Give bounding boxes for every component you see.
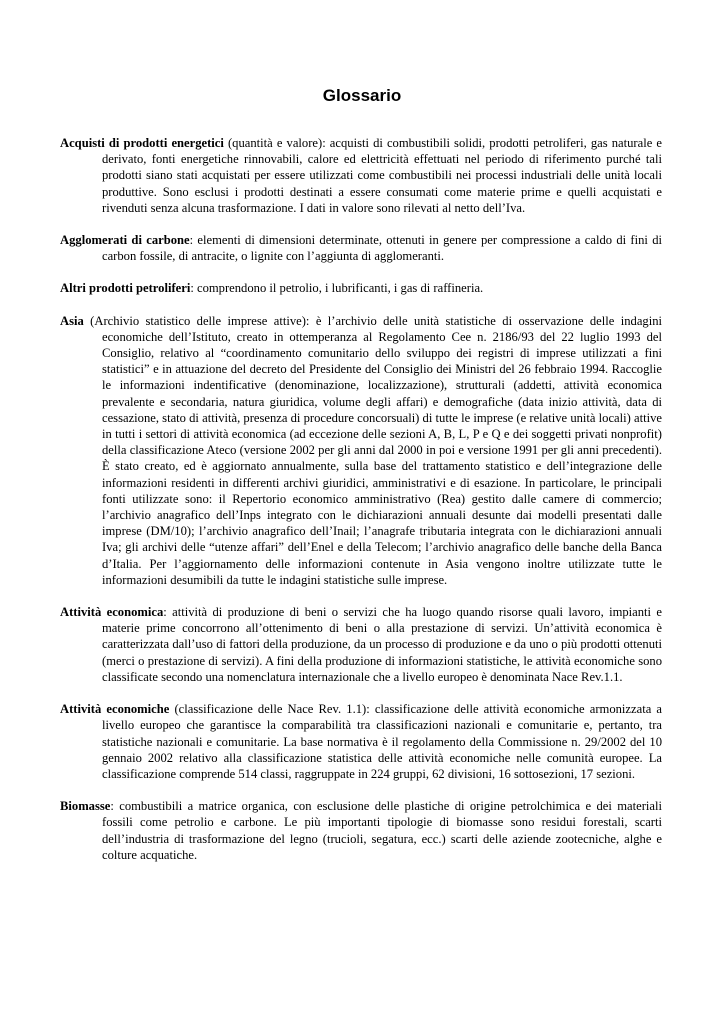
glossary-entry-acquisti (60, 135, 662, 216)
glossary-term: Attività economiche (60, 702, 170, 717)
glossary-definition: : combustibili a matrice organica, con esclusione delle plastiche di origine petrolchimica e dei materiali fossili come petrolio e carbone. Le più importanti tipologie di biomasse sono residui forestali, scarti dell’industria di trasformazione del legno (trucioli, segatura, ecc.) scarti delle aziende zootecniche, alghe e colture acquatiche. (102, 799, 662, 862)
glossary-definition: : elementi di dimensioni determinate, ottenuti in genere per compressione a caldo di fini di carbon fossile, di antracite, o lignite con l’aggiunta di agglomeranti. (102, 233, 662, 264)
glossary-definition: (quantità e valore): acquisti di combustibili solidi, prodotti petroliferi, gas naturale e derivato, fonti energetiche rinnovabili, calore ed elettricità effettuati nel periodo di riferimento purché tali prodotti siano stati acquistati per essere utilizzati come combustibili nei processi industriali delle unità locali produttive. Sono esclusi i prodotti destinati a essere consumati come materie prime e quelli acquistati e rivenduti senza alcuna trasformazione. I dati in valore sono rilevati al netto dell’Iva. (102, 136, 662, 215)
glossary-definition: : attività di produzione di beni o servizi che ha luogo quando risorse quali lavoro, impianti e materie prime concorrono all’ottenimento di beni o alla prestazione di servizi. Un’attività economica è caratterizzata dall’uso di fattori della produzione, da un processo di produzione e da uno o più prodotti ottenuti (merci o prestazione di servizi). A fini della produzione di informazioni statistiche, le attività economiche sono classificate secondo una nomenclatura internazionale che a livello europeo è denominata Nace Rev.1.1. (102, 605, 662, 684)
glossary-list (60, 135, 662, 879)
glossary-definition: (Archivio statistico delle imprese attive): è l’archivio delle unità statistiche di osservazione delle indagini economiche dell’Istituto, creato in ottemperanza al Regolamento Cee n. 2186/93 del 22 luglio 1993 del Consiglio, relativo al “coordinamento comunitario dello sviluppo dei registri di imprese utilizzati a fini statistici” e in attuazione del decreto del Presidente del Consiglio dei Ministri del 26 febbraio 1994. Raccoglie le informazioni indentificative (denominazione, localizzazione), strutturali (addetti, attività economica prevalente e secondaria, natura giuridica, volume degli affari) e demografiche (data inizio attività, data di cessazione, stato di attività, presenza di procedure concorsuali) di tutte le imprese (e relative unità locali) attive in tutti i settori di attività economica (ad eccezione delle sezioni A, B, L, P e Q e dei soggetti privati nonprofit) della classificazione Ateco (versione 2002 per gli anni dal 2000 in poi e versione 1991 per gli anni precedenti). È stato creato, ed è aggiornato annualmente, sulla base del trattamento statistico e dell’integrazione delle informazioni residenti in differenti archivi giuridici, amministrativi e di esazione. In particolare, le principali fonti utilizzate sono: il Repertorio economico amministrativo (Rea) gestito dalle camere di commercio; l’archivio anagrafico dell’Inps integrato con le dichiarazioni annuali desunte dai modelli presentati dalle imprese (DM/10); l’archivio anagrafico dell’Inail; l’anagrafe tributaria integrata con le dichiarazioni annuali Iva; gli archivi delle “utenze affari” dell’Enel e della Telecom; l’archivio anagrafico delle banche della Banca d’Italia. Per l’aggiornamento delle informazioni contenute in Asia vengono inoltre utilizzate tutte le informazioni desumibili da tutte le indagini statistiche sulle imprese. (83, 313, 662, 587)
glossary-term: Acquisti di prodotti energetici (60, 136, 224, 150)
glossary-definition: (classificazione delle Nace Rev. 1.1): classificazione delle attività economiche armonizzata a livello europeo che garantisce la comparabilità tra classificazioni nazionali e comunitarie e, pertanto, tra statistiche nazionali e comunitarie. La base normativa è il regolamento della Commissione n. 29/2002 del 10 gennaio 2002 relativo alla classificazione statistica delle attività economiche nelle comunità europee. La classificazione comprende 514 classi, raggruppate in 224 gruppi, 62 divisioni, 16 sottosezioni, 17 sezioni. (102, 702, 662, 781)
glossary-entry-altri-prodotti (60, 280, 662, 296)
glossary-entry-agglomerati (60, 232, 662, 264)
glossary-entry-attivita-economica (60, 604, 662, 685)
glossary-entry-asia (60, 313, 662, 588)
glossary-term: Asia (60, 313, 84, 328)
glossary-term: Attività economica (60, 605, 164, 620)
glossary-term: Agglomerati di carbone (60, 233, 190, 248)
glossary-term: Altri prodotti petroliferi (60, 281, 191, 296)
page-title: Glossario (322, 86, 402, 105)
glossary-entry-biomasse (60, 798, 662, 863)
glossary-term: Biomasse (60, 799, 111, 814)
glossary-entry-attivita-economiche (60, 701, 662, 782)
glossary-definition: : comprendono il petrolio, i lubrificanti, i gas di raffineria. (190, 281, 484, 296)
